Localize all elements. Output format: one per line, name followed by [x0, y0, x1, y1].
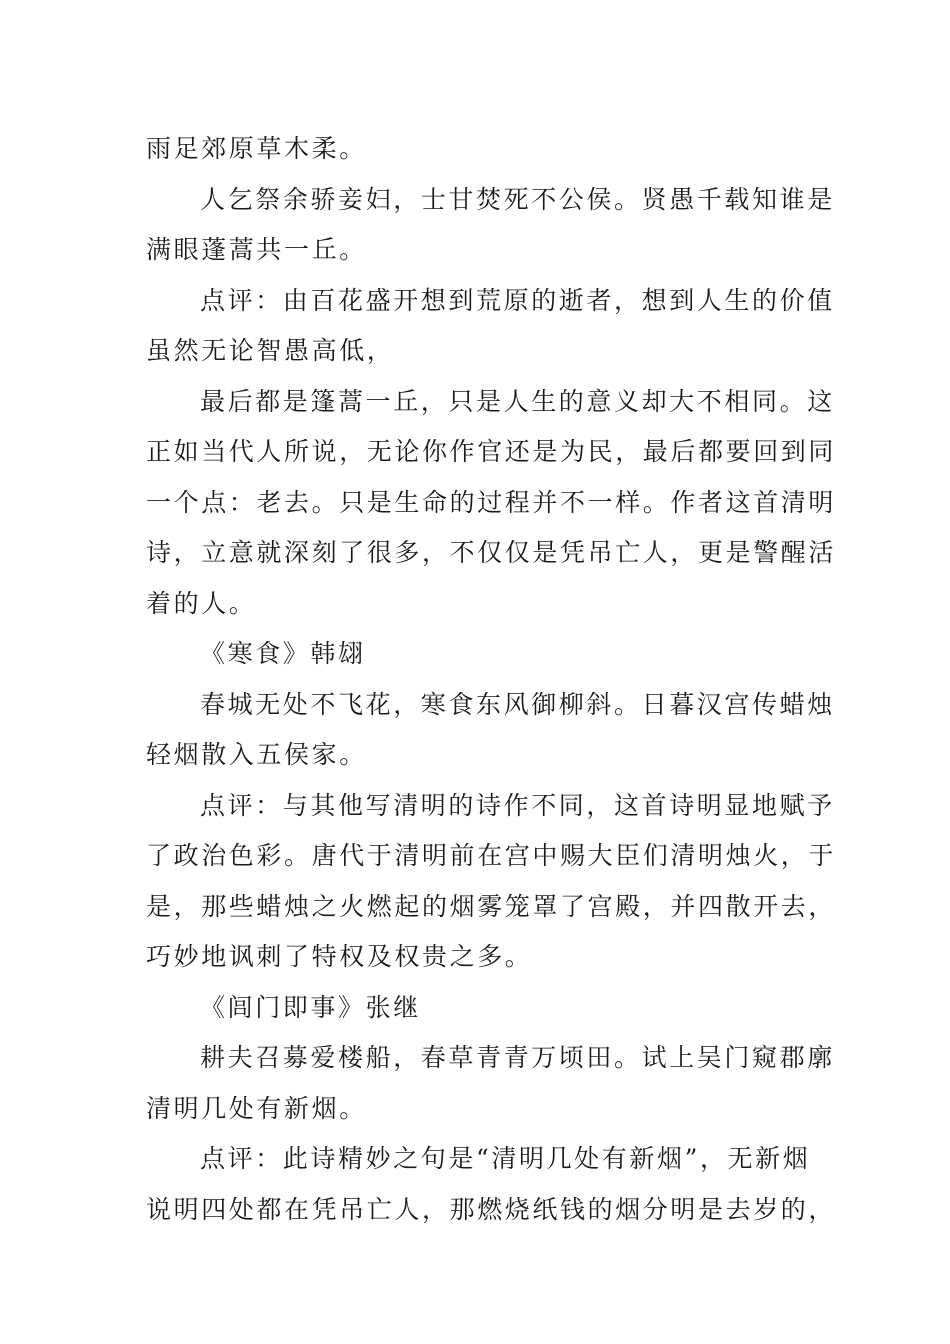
- text-line: 《闾门即事》张继: [200, 992, 421, 1022]
- poem-heading: [146, 629, 806, 680]
- text-line: 雨足郊原草木柔。: [146, 134, 367, 163]
- text-line: 点评：此诗精妙之句是“清明几处有新烟”，无新烟: [200, 1144, 811, 1173]
- text-line: 清明几处有新烟。: [146, 1093, 367, 1123]
- text-line: 《寒食》韩翃: [200, 639, 366, 668]
- poem-heading: [146, 983, 806, 1034]
- text-line: 是，那些蜡烛之火燃起的烟雾笼罩了宫殿，并四散开去，: [146, 891, 837, 921]
- text-line: 正如当代人所说，无论你作官还是为民，最后都要回到同: [146, 437, 837, 466]
- text-line: 点评：与其他写清明的诗作不同，这首诗明显地赋予: [200, 790, 835, 820]
- paragraph: [146, 377, 837, 630]
- text-line: 巧妙地讽刺了特权及权贵之多。: [146, 942, 533, 971]
- paragraph: [146, 175, 835, 276]
- document-body: [146, 124, 837, 1235]
- text-line: 春城无处不飞花，寒食东风御柳斜。日暮汉宫传蜡烛: [200, 689, 835, 719]
- text-line: 诗，立意就深刻了很多，不仅仅是凭吊亡人，更是警醒活: [146, 538, 837, 567]
- paragraph: [146, 781, 837, 983]
- text-line: 最后都是篷蒿一丘，只是人生的意义却大不相同。这: [200, 386, 835, 416]
- text-line: 着的人。: [146, 588, 257, 618]
- text-line: 耕夫召募爱楼船，春草青青万顷田。试上吴门窥郡廓: [200, 1043, 835, 1072]
- text-line: 点评：由百花盛开想到荒原的逝者，想到人生的价值: [200, 285, 835, 315]
- text-line: 轻烟散入五侯家。: [146, 740, 367, 769]
- text-line: 人乞祭余骄妾妇，士甘焚死不公侯。贤愚千载知谁是: [200, 184, 835, 214]
- text-line: 说明四处都在凭吊亡人，那燃烧纸钱的烟分明是去岁的，: [146, 1194, 837, 1224]
- text-line: 了政治色彩。唐代于清明前在宫中赐大臣们清明烛火，于: [146, 841, 837, 870]
- text-line: 一个点：老去。只是生命的过程并不一样。作者这首清明: [146, 487, 837, 517]
- paragraph: [146, 1033, 835, 1134]
- paragraph: [146, 276, 835, 377]
- text-line: 满眼蓬蒿共一丘。: [146, 235, 367, 264]
- paragraph: [146, 124, 806, 175]
- text-line: 虽然无论智愚高低，: [146, 336, 395, 365]
- paragraph: [146, 1134, 837, 1235]
- paragraph: [146, 680, 835, 781]
